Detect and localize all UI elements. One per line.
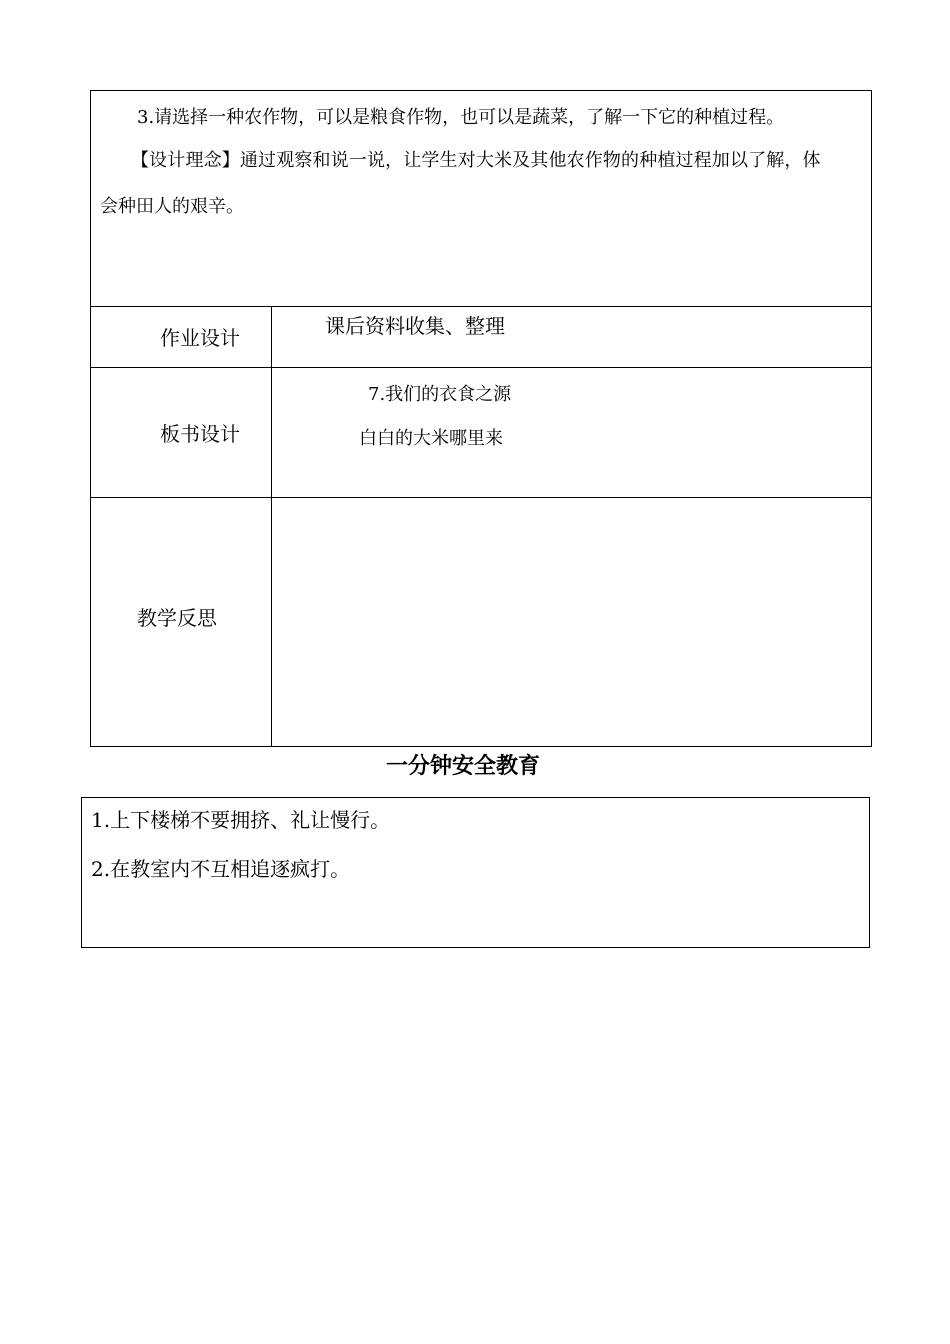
safety-item: 1.上下楼梯不要拥挤、礼让慢行。 xyxy=(91,808,391,832)
homework-value: 课后资料收集、整理 xyxy=(325,314,505,338)
design-concept-text: 【设计理念】通过观察和说一说，让学生对大米及其他农作物的种植过程加以了解，体 xyxy=(131,150,821,171)
homework-label: 作业设计 xyxy=(160,326,240,350)
blackboard-label: 板书设计 xyxy=(160,422,240,446)
design-concept-text-continued: 会种田人的艰辛。 xyxy=(100,196,244,217)
blackboard-title: 7.我们的衣食之源 xyxy=(368,384,512,405)
safety-item: 2.在教室内不互相追逐疯打。 xyxy=(91,857,351,881)
safety-heading: 一分钟安全教育 xyxy=(386,754,541,779)
activity-item-3: 3.请选择一种农作物，可以是粮食作物，也可以是蔬菜，了解一下它的种植过程。 xyxy=(137,107,785,128)
reflection-label: 教学反思 xyxy=(137,606,217,630)
blackboard-subtitle: 白白的大米哪里来 xyxy=(359,428,503,449)
